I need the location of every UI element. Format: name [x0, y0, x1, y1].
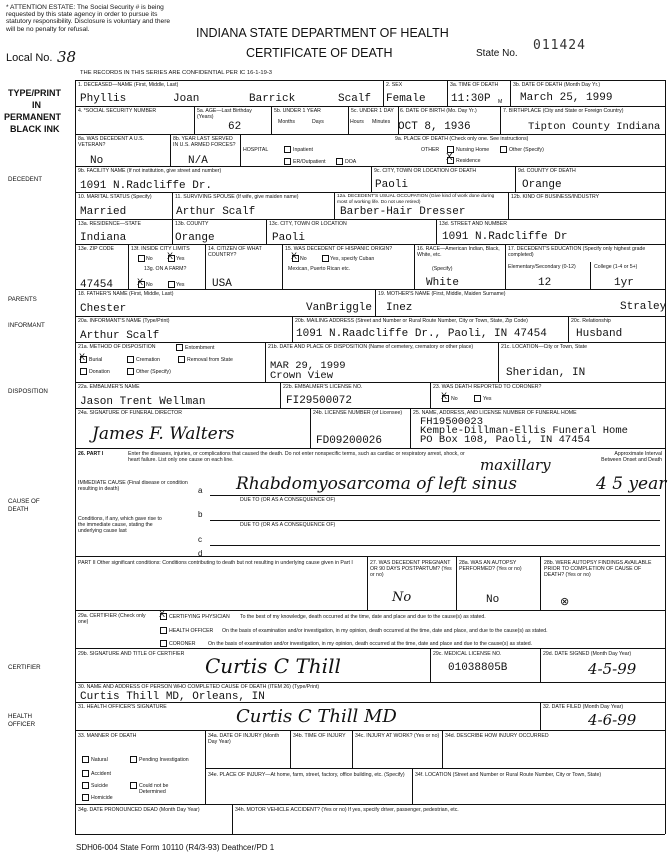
- label-occupation: 12a. DECEDENT'S USUAL OCCUPATION (Give kind of work done during most of working life. Do not use retired): [337, 194, 495, 205]
- side-in: IN: [32, 100, 41, 110]
- father-last-value: VanBriggle: [306, 302, 373, 314]
- label-marital-status: 10. MARITAL STATUS (Specify): [78, 194, 152, 200]
- label-residence: Residence: [456, 158, 481, 164]
- local-no-value: 38: [57, 48, 77, 66]
- label-year-served: 8b. YEAR LAST SERVED IN U.S. ARMED FORCES?: [173, 136, 236, 148]
- label-under-1-year: 5b. UNDER 1 YEAR: [274, 108, 321, 114]
- label-sex: 2. SEX: [386, 82, 403, 88]
- date-filed-value: 4-6-99: [588, 711, 637, 729]
- label-interval: Approximate Interval Between Onset and Death: [601, 451, 662, 463]
- label-hispanic: 15. WAS DECEDENT OF HISPANIC ORIGIN?: [285, 246, 393, 252]
- label-date-of-death: 3b. DATE OF DEATH (Month Day Yr.): [513, 82, 601, 88]
- side-cause-of: CAUSE OF: [8, 498, 40, 505]
- fd-license-value: FD09200026: [316, 435, 383, 447]
- disposition-place-value: Crown View: [270, 370, 334, 382]
- label-coroner-reported: 23. WAS DEATH REPORTED TO CORONER?: [433, 384, 542, 390]
- due-to-a: DUE TO (OR AS A CONSEQUENCE OF): [240, 497, 336, 503]
- hispanic-check-mark: X: [291, 251, 298, 261]
- res-county-value: Orange: [175, 232, 215, 244]
- label-relationship: 20c. Relationship: [571, 318, 611, 324]
- funeral-home-name-value: Kemple-Dillman-Ellis Funeral Home: [420, 425, 628, 437]
- label-homicide: Homicide: [91, 795, 113, 801]
- label-res-county: 13b. COUNTY: [175, 221, 209, 227]
- label-injury-location: 34f. LOCATION (Street and Number or Rural Route Number, City or Town, State): [415, 772, 602, 778]
- funeral-home-address-value: PO Box 108, Paoli, IN 47454: [420, 434, 591, 446]
- label-res-street: 13d. STREET AND NUMBER: [439, 221, 507, 227]
- ssn-attention-notice: * ATTENTION ESTATE: The Social Security # is being requested by this state agency in order to pursue its statutory responsibility. Disclosure is voluntary and there will be no penalty for refusal.: [6, 4, 171, 33]
- farm-check-mark: X: [137, 277, 144, 287]
- side-type-print: TYPE/PRINT: [8, 88, 62, 98]
- label-under-1-day: 5c. UNDER 1 DAY: [351, 108, 394, 114]
- label-on-farm: 13g. ON A FARM?: [144, 266, 187, 272]
- county-of-death-value: Orange: [522, 179, 562, 191]
- medical-license-value: 01038805B: [448, 662, 508, 674]
- state-no-label: State No.: [476, 48, 518, 59]
- coroner-check-mark: X: [441, 391, 448, 401]
- label-entombment: Entombment: [185, 345, 215, 351]
- autopsy-findings-mark: ⊗: [560, 596, 570, 608]
- checkbox-suicide[interactable]: [82, 782, 89, 789]
- label-city-of-death: 9c. CITY, TOWN OR LOCATION OF DEATH: [374, 168, 477, 174]
- label-manner-of-death: 33. MANNER OF DEATH: [78, 733, 137, 739]
- certifying-physician-text: To the best of my knowledge, death occurred at the time, date and place and due to the cause(s) as stated.: [240, 614, 486, 620]
- checkbox-donation[interactable]: [80, 368, 87, 375]
- side-decedent: DECEDENT: [8, 176, 43, 183]
- immediate-cause-value: Rhabdomyosarcoma of left sinus: [236, 474, 517, 494]
- mother-first-value: Inez: [386, 302, 413, 314]
- label-disposition-date-place: 21b. DATE AND PLACE OF DISPOSITION (Name of cemetery, crematory or other place): [268, 344, 474, 350]
- checkbox-other-specify[interactable]: [500, 146, 507, 153]
- checkbox-removal[interactable]: [178, 356, 185, 363]
- checkbox-entombment[interactable]: [176, 344, 183, 351]
- year-served-value: N/A: [188, 155, 208, 167]
- checkbox-accident[interactable]: [82, 770, 89, 777]
- label-months: Months: [278, 119, 296, 125]
- autopsy-value: No: [486, 594, 500, 606]
- label-res-state: 13a. RESIDENCE—STATE: [78, 221, 141, 227]
- label-part-2: PART II Other significant conditions: Conditions contributing to death but not resulting in underlying cause given in Part I: [78, 560, 353, 566]
- label-injury-description: 34d. DESCRIBE HOW INJURY OCCURRED: [445, 733, 549, 739]
- side-death: DEATH: [8, 506, 29, 513]
- embalmer-license-value: FI29500072: [286, 395, 353, 407]
- label-city-limits-no: No: [146, 256, 153, 262]
- funeral-director-signature: James F. Walters: [92, 424, 235, 444]
- label-health-officer: HEALTH OFFICER: [169, 628, 214, 634]
- label-disposition-location: 21c. LOCATION—City or Town, State: [501, 344, 588, 350]
- burial-check-mark: X: [79, 352, 86, 362]
- father-first-value: Chester: [80, 303, 127, 315]
- city-limits-check-mark: X: [167, 251, 174, 261]
- label-coroner-certifier: CORONER: [169, 641, 196, 647]
- label-embalmer: 22a. EMBALMER'S NAME: [78, 384, 140, 390]
- time-suffix: M: [498, 99, 503, 105]
- label-motor-vehicle: 34h. MOTOR VEHICLE ACCIDENT? (Yes or no) If yes, specify driver, passenger, pedestrian, etc.: [235, 807, 459, 813]
- funeral-home-license-value: FH19500023: [420, 416, 484, 428]
- checkbox-other-disposition[interactable]: [127, 368, 134, 375]
- residence-check-mark: X: [446, 152, 453, 163]
- label-doa: DOA: [345, 159, 357, 165]
- label-other-disposition: Other (Specify): [136, 369, 171, 375]
- citizen-value: USA: [212, 278, 232, 290]
- education-elem-value: 12: [538, 277, 552, 289]
- embalmer-value: Jason Trent Wellman: [80, 396, 206, 408]
- checkbox-homicide[interactable]: [82, 794, 89, 801]
- label-deceased-name: 1. DECEASED—NAME (First, Middle, Last): [78, 82, 179, 88]
- label-removal: Removal from State: [187, 357, 233, 363]
- date-signed-value: 4-5-99: [588, 660, 637, 678]
- disposition-date-value: MAR 29, 1999: [270, 360, 346, 372]
- education-college-value: 1yr: [614, 277, 634, 289]
- label-dob: 6. DATE OF BIRTH (Mo. Day Yr.): [400, 108, 477, 114]
- label-minutes: Minutes: [372, 119, 391, 125]
- confidential-note: THE RECORDS IN THIS SERIES ARE CONFIDENTIAL PER IC 16-1-19-3: [80, 70, 272, 76]
- certifier-signature: Curtis C Thill: [205, 654, 341, 678]
- label-ssn: 4. *SOCIAL SECURITY NUMBER: [78, 108, 157, 114]
- dob-value: OCT 8, 1936: [398, 121, 471, 133]
- side-officer: OFFICER: [8, 721, 36, 728]
- coroner-text: On the basis of examination and/or investigation, in my opinion, death occurred at the time, date and place and due to the cause(s) as stated.: [208, 641, 533, 647]
- label-donation: Donation: [89, 369, 110, 375]
- label-certifying-physician: CERTIFYING PHYSICIAN: [169, 614, 230, 620]
- label-health-officer-signature: 31. HEALTH OFFICER'S SIGNATURE: [78, 704, 167, 710]
- label-education: 17. DECEDENT'S EDUCATION (Specify only highest grade completed): [508, 246, 646, 258]
- health-officer-text: On the basis of examination and/or investigation, in my opinion, death occurred at the time, date and place, and due to the cause(s) as stated.: [222, 628, 548, 634]
- label-hospital: HOSPITAL: [243, 147, 269, 153]
- relationship-value: Husband: [576, 328, 623, 340]
- label-injury-at-work: 34c. INJURY AT WORK? (Yes or no): [355, 733, 440, 739]
- spouse-value: Arthur Scalf: [176, 206, 256, 218]
- disposition-location-value: Sheridan, IN: [506, 367, 586, 379]
- checkbox-undetermined[interactable]: [130, 782, 137, 789]
- birthplace-value: Tipton County Indiana: [528, 121, 661, 133]
- occupation-value: Barber-Hair Dresser: [340, 206, 466, 218]
- informant-value: Arthur Scalf: [80, 330, 160, 342]
- label-certifier-signature: 29b. SIGNATURE AND TITLE OF CERTIFIER: [78, 651, 185, 657]
- pregnant-value: No: [392, 590, 412, 605]
- label-time-of-injury: 34b. TIME OF INJURY: [293, 733, 346, 739]
- label-mailing-address: 20b. MAILING ADDRESS (Street and Number or Rural Route Number, City or Town, State, Zip Code): [295, 318, 528, 324]
- label-hispanic-hint: Mexican, Puerto Rican etc.: [288, 266, 350, 272]
- sex-value: Female: [386, 93, 426, 105]
- decedent-middle-name: Joan: [173, 93, 200, 105]
- interval-value: 4 5 year: [596, 474, 667, 494]
- label-county-of-death: 9d. COUNTY OF DEATH: [518, 168, 576, 174]
- label-age: 5a. AGE—Last Birthday (Years): [197, 108, 252, 120]
- label-certifier: 29a. CERTIFIER (Check only one): [78, 613, 146, 625]
- label-informant: 20a. INFORMANT'S NAME (Type/Print): [78, 318, 170, 324]
- label-father: 18. FATHER'S NAME (First, Middle, Last): [78, 291, 174, 297]
- res-state-value: Indiana: [80, 232, 127, 244]
- checkbox-inpatient[interactable]: [284, 146, 291, 153]
- decedent-first-name: Phyllis: [80, 93, 127, 105]
- label-immediate-cause: IMMEDIATE CAUSE (Final disease or condition resulting in death): [78, 480, 188, 492]
- checkbox-pending[interactable]: [130, 756, 137, 763]
- date-of-death-value: March 25, 1999: [520, 92, 613, 104]
- checkbox-hispanic-yes[interactable]: [322, 255, 329, 262]
- completed-by-value: Curtis Thill MD, Orleans, IN: [80, 691, 265, 703]
- informant-address-value: 1091 N.Raadcliffe Dr., Paoli, IN 47454: [296, 328, 547, 340]
- label-medical-license: 29c. MEDICAL LICENSE NO.: [433, 651, 502, 657]
- label-farm-yes: Yes: [176, 282, 185, 288]
- label-undetermined: Could not be Determined: [139, 783, 169, 795]
- label-other-specify: Other (Specify): [509, 147, 544, 153]
- res-street-value: 1091 N.Radcliffe Dr: [442, 231, 568, 243]
- label-date-signed: 29d. DATE SIGNED (Month Day Year): [543, 651, 632, 657]
- department-name: INDIANA STATE DEPARTMENT OF HEALTH: [196, 26, 449, 40]
- decedent-maiden-name: Barrick: [249, 93, 296, 105]
- race-value: White: [426, 277, 460, 289]
- line-d-marker: d: [198, 549, 203, 558]
- label-race-specify: (Specify): [432, 266, 453, 272]
- line-b-marker: b: [198, 510, 203, 519]
- side-permanent: PERMANENT: [4, 112, 62, 122]
- label-funeral-director: 24a. SIGNATURE OF FUNERAL DIRECTOR: [78, 410, 182, 416]
- label-part-1: 26. PART I: [78, 451, 104, 457]
- part-1-instructions: Enter the diseases, injuries, or complications that caused the death. Do not enter nonspecific terms, such as cardiac or respiratory arrest, shock, or heart failure. List only one cause on each line.: [128, 451, 465, 463]
- physician-check-mark: X: [159, 609, 166, 619]
- line-c-marker: c: [198, 535, 202, 544]
- label-embalmer-license: 22b. EMBALMER'S LICENSE NO.: [283, 384, 363, 390]
- mother-last-value: Straley: [620, 301, 667, 313]
- due-to-b: DUE TO (OR AS A CONSEQUENCE OF): [240, 522, 336, 528]
- age-value: 62: [228, 121, 242, 133]
- health-officer-signature: Curtis C Thill MD: [236, 706, 397, 727]
- label-veteran: 8a. WAS DECEDENT A U.S. VETERAN?: [78, 136, 145, 148]
- label-place-of-injury: 34e. PLACE OF INJURY—At home, farm, street, factory, office building, etc. (Specify): [208, 772, 405, 778]
- label-completed-by: 30. NAME AND ADDRESS OF PERSON WHO COMPLETED CAUSE OF DEATH (ITEM 26) (Type/Print): [78, 684, 320, 690]
- label-autopsy-findings: 28b. WERE AUTOPSY FINDINGS AVAILABLE PRIOR TO COMPLETION OF CAUSE OF DEATH? (Yes or no): [544, 560, 652, 578]
- checkbox-health-officer[interactable]: [160, 627, 167, 634]
- label-suicide: Suicide: [91, 783, 109, 789]
- label-college: College (1-4 or 5+): [594, 264, 638, 270]
- label-zip: 13e. ZIP CODE: [78, 246, 114, 252]
- label-natural: Natural: [91, 757, 108, 763]
- label-farm-no: No: [146, 282, 153, 288]
- checkbox-farm-yes[interactable]: [168, 281, 175, 288]
- maxillary-handwritten: maxillary: [480, 456, 551, 474]
- label-birthplace: 7. BIRTHPLACE (City and State or Foreign Country): [503, 108, 624, 114]
- label-nursing-home: Nursing Home: [456, 147, 490, 153]
- label-er-outpatient: ER/Outpatient: [293, 159, 326, 165]
- label-coroner-no: No: [451, 396, 458, 402]
- label-race: 16. RACE—American Indian, Black, White, etc.: [417, 246, 500, 258]
- label-date-pronounced: 34g. DATE PRONOUNCED DEAD (Month Day Year): [78, 807, 200, 813]
- checkbox-cremation[interactable]: [127, 356, 134, 363]
- label-mother: 19. MOTHER'S NAME (First, Middle, Maiden Surname): [378, 291, 506, 297]
- label-place-of-death: 9a. PLACE OF DEATH (Check only one. See instructions): [395, 136, 529, 142]
- label-hispanic-no: No: [300, 256, 307, 262]
- zip-value: 47454: [80, 279, 114, 291]
- label-date-of-injury: 34a. DATE OF INJURY (Month Day Year): [208, 733, 280, 745]
- label-elem-secondary: Elementary/Secondary (0-12): [508, 264, 576, 270]
- checkbox-city-limits-no[interactable]: [138, 255, 145, 262]
- label-burial: Burial: [89, 357, 103, 363]
- side-parents: PARENTS: [8, 296, 37, 303]
- label-coroner-yes: Yes: [483, 396, 492, 402]
- decedent-last-name: Scalf: [338, 93, 372, 105]
- local-no-label: Local No.: [6, 52, 53, 64]
- side-certifier: CERTIFIER: [8, 664, 41, 671]
- label-pending: Pending Investigation: [139, 757, 189, 763]
- marital-status-value: Married: [80, 206, 127, 218]
- label-city-limits-yes: Yes: [176, 256, 185, 262]
- time-of-death-value: 11:30P: [451, 93, 491, 105]
- label-hours: Hours: [350, 119, 364, 125]
- label-res-city: 13c. CITY, TOWN OR LOCATION: [269, 221, 347, 227]
- label-days: Days: [312, 119, 324, 125]
- label-citizen: 14. CITIZEN OF WHAT COUNTRY?: [208, 246, 262, 258]
- form-identifier: SDH06-004 State Form 10110 (R4/3-93) Deathcer/PD 1: [76, 843, 275, 852]
- label-conditions: Conditions, if any, which gave rise to the immediate cause, stating the underlying cause last: [78, 516, 162, 534]
- facility-value: 1091 N.Radcliffe Dr.: [80, 180, 213, 192]
- checkbox-doa[interactable]: [336, 158, 343, 165]
- city-of-death-value: Paoli: [375, 179, 409, 191]
- label-hispanic-yes: Yes, specify Cuban: [330, 256, 375, 262]
- label-method-disposition: 21a. METHOD OF DISPOSITION: [78, 344, 156, 350]
- label-facility: 9b. FACILITY NAME (If not institution, give street and number): [78, 168, 222, 174]
- state-no-value: 011424: [533, 38, 586, 53]
- label-inpatient: Inpatient: [293, 147, 313, 153]
- label-funeral-home: 25. NAME, ADDRESS, AND LICENSE NUMBER OF FUNERAL HOME: [413, 410, 577, 416]
- side-informant: INFORMANT: [8, 322, 45, 329]
- label-fd-license: 24b. LICENSE NUMBER (of Licensee): [313, 410, 403, 416]
- label-other: OTHER: [421, 147, 440, 153]
- side-black-ink: BLACK INK: [10, 124, 60, 134]
- side-disposition: DISPOSITION: [8, 388, 48, 395]
- certificate-title: CERTIFICATE OF DEATH: [246, 46, 393, 60]
- label-city-limits: 13f. INSIDE CITY LIMITS: [131, 246, 190, 252]
- checkbox-coroner-yes[interactable]: [474, 395, 481, 402]
- label-business: 12b. KIND OF BUSINESS/INDUSTRY: [511, 194, 600, 200]
- label-autopsy: 28a. WAS AN AUTOPSY PERFORMED? (Yes or no): [459, 560, 522, 572]
- line-a-marker: a: [198, 486, 203, 495]
- checkbox-er-outpatient[interactable]: [284, 158, 291, 165]
- checkbox-coroner-certifier[interactable]: [160, 640, 167, 647]
- label-surviving-spouse: 11. SURVIVING SPOUSE (If wife, give maiden name): [175, 194, 299, 200]
- label-time-of-death: 3a. TIME OF DEATH: [450, 82, 499, 88]
- label-cremation: Cremation: [136, 357, 160, 363]
- label-accident: Accident: [91, 771, 111, 777]
- checkbox-natural[interactable]: [82, 756, 89, 763]
- label-date-filed: 32. DATE FILED (Month Day Year): [543, 704, 624, 710]
- label-pregnant: 27. WAS DECEDENT PREGNANT OR 90 DAYS POSTPARTUM? (Yes or no): [370, 560, 452, 578]
- veteran-value: No: [90, 155, 104, 167]
- side-health: HEALTH: [8, 713, 32, 720]
- res-city-value: Paoli: [272, 232, 306, 244]
